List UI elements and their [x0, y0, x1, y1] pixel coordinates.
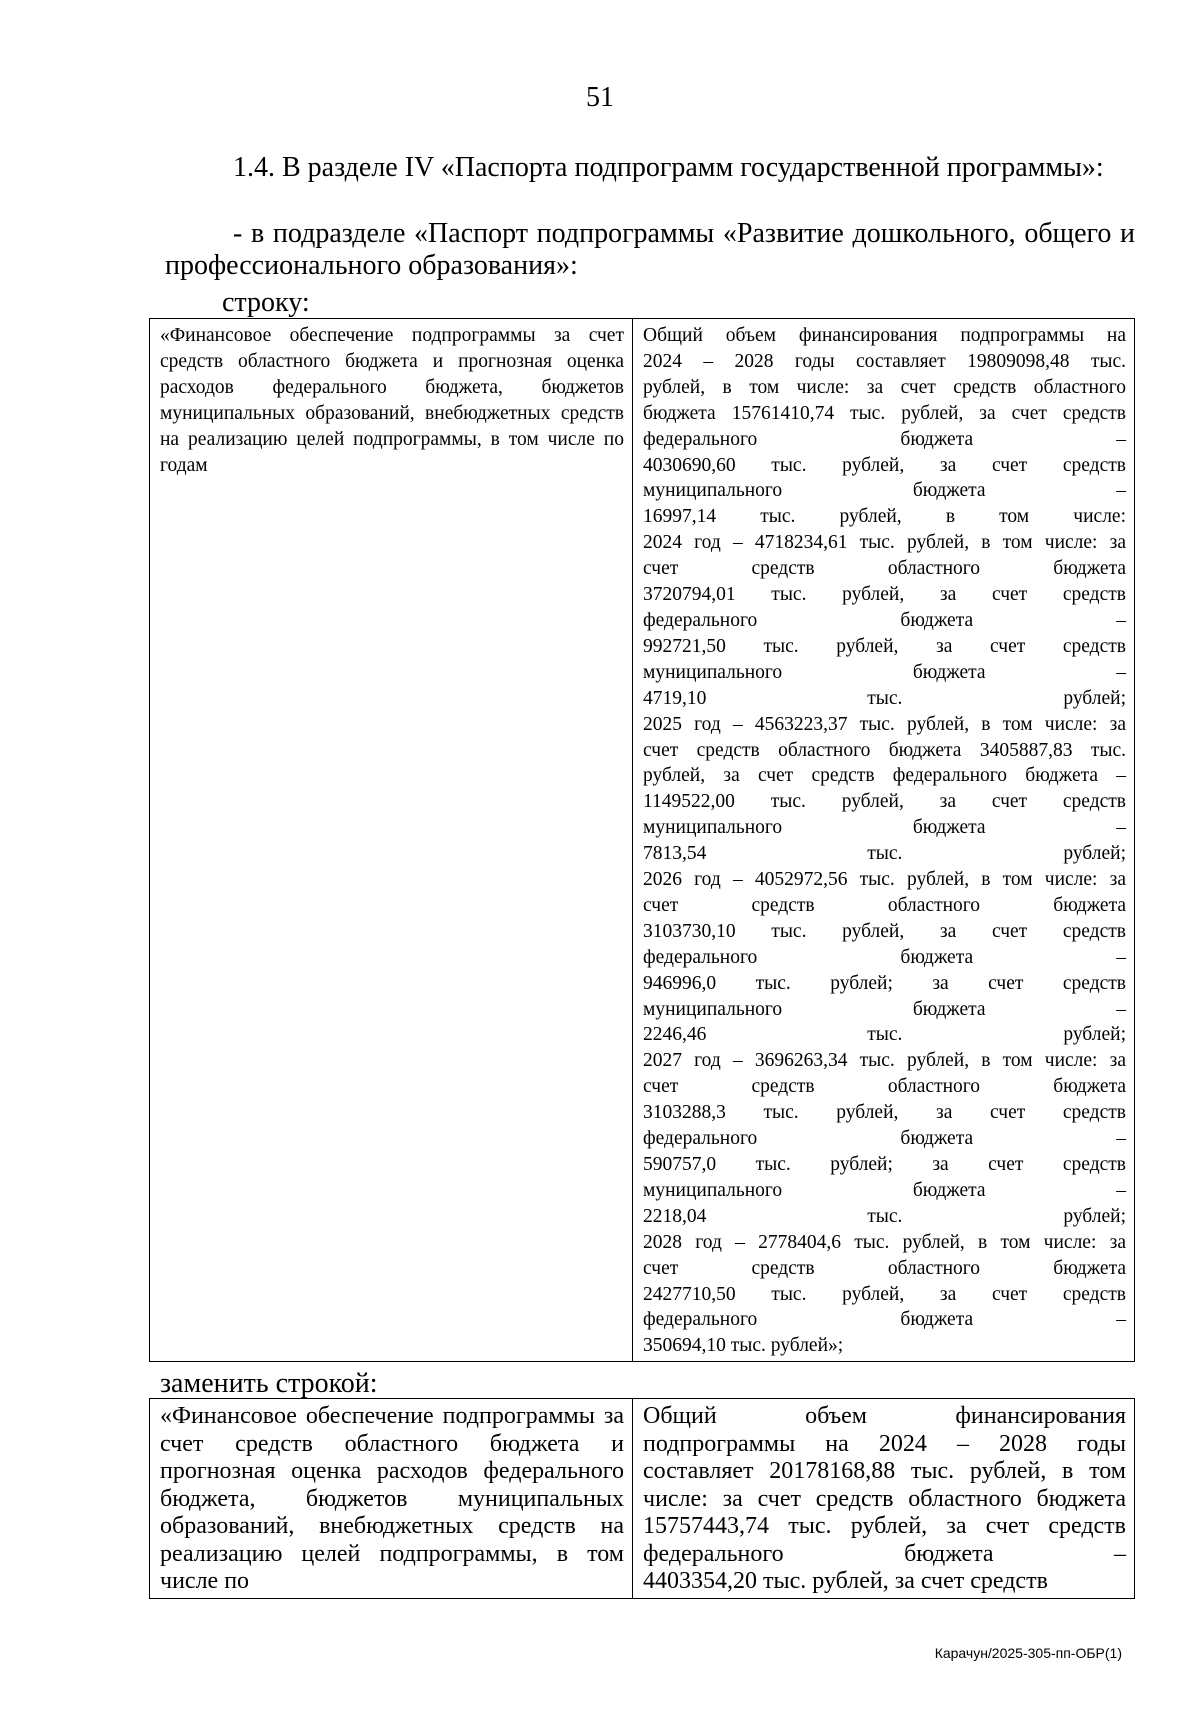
- value-line: подпрограммы на 2024 – 2028 годы: [643, 1430, 1126, 1457]
- value-line: федерального бюджета –: [643, 1540, 1126, 1567]
- value-line: 4403354,20 тыс. рублей, за счет средств: [643, 1568, 1048, 1594]
- document-footer-code: Карачун/2025-305-пп-ОБР(1): [934, 1645, 1122, 1661]
- label-row: строку:: [222, 287, 310, 318]
- value-line: муниципального бюджета –: [643, 1179, 1126, 1201]
- value-line: федерального бюджета –: [643, 1309, 1126, 1331]
- value-line: 2024 год – 4718234,61 тыс. рублей, в том числе: за: [643, 532, 1126, 554]
- value-line: 2027 год – 3696263,34 тыс. рублей, в том числе: за: [643, 1050, 1126, 1072]
- value-line: муниципального бюджета –: [643, 817, 1126, 839]
- value-line: 2026 год – 4052972,56 тыс. рублей, в том числе: за: [643, 869, 1126, 891]
- value-line: федерального бюджета –: [643, 1128, 1126, 1150]
- value-line: 2218,04 тыс. рублей;: [643, 1205, 1126, 1227]
- value-line: Общий объем финансирования: [643, 1403, 1126, 1429]
- value-line: 2025 год – 4563223,37 тыс. рублей, в том числе: за: [643, 713, 1126, 735]
- table-new-row: [149, 1398, 1135, 1599]
- value-line: муниципального бюджета –: [643, 998, 1126, 1020]
- value-line: федерального бюджета –: [643, 946, 1126, 968]
- new-row-value: [633, 1399, 1135, 1599]
- value-line: муниципального бюджета –: [643, 661, 1126, 683]
- value-line: счет средств областного бюджета: [643, 1257, 1126, 1279]
- value-line: бюджета 15761410,74 тыс. рублей, за счет средств: [643, 402, 1126, 424]
- paragraph-section-iv: 1.4. В разделе IV «Паспорта подпрограмм государственной программы»:: [233, 152, 1104, 183]
- value-line: рублей, в том числе: за счет средств областного: [643, 376, 1126, 398]
- value-line: 3720794,01 тыс. рублей, за счет средств: [643, 584, 1126, 606]
- table-old-row: [149, 318, 1135, 1362]
- value-line: 16997,14 тыс. рублей, в том числе:: [643, 506, 1126, 528]
- value-line: 946996,0 тыс. рублей; за счет средств: [643, 972, 1126, 994]
- value-line: 3103730,10 тыс. рублей, за счет средств: [643, 920, 1126, 942]
- value-line: федерального бюджета –: [643, 609, 1126, 631]
- value-line: 2028 год – 2778404,6 тыс. рублей, в том числе: за: [643, 1231, 1126, 1253]
- value-line: 15757443,74 тыс. рублей, за счет средств: [643, 1513, 1126, 1539]
- value-line: 350694,10 тыс. рублей»;: [643, 1335, 844, 1357]
- value-line: 4719,10 тыс. рублей;: [643, 687, 1126, 709]
- value-line: 3103288,3 тыс. рублей, за счет средств: [643, 1102, 1126, 1124]
- value-line: 4030690,60 тыс. рублей, за счет средств: [643, 454, 1126, 476]
- value-line: 590757,0 тыс. рублей; за счет средств: [643, 1154, 1126, 1175]
- value-line: 2427710,50 тыс. рублей, за счет средств: [643, 1283, 1126, 1305]
- value-line: числе: за счет средств областного бюджета: [643, 1485, 1126, 1512]
- value-line: муниципального бюджета –: [643, 480, 1126, 502]
- value-line: 2246,46 тыс. рублей;: [643, 1024, 1126, 1046]
- value-line: счет средств областного бюджета: [643, 558, 1126, 580]
- value-line: 1149522,00 тыс. рублей, за счет средств: [643, 791, 1126, 813]
- value-line: составляет 20178168,88 тыс. рублей, в том: [643, 1458, 1126, 1484]
- value-line: 2024 – 2028 годы составляет 19809098,48 тыс.: [643, 350, 1126, 372]
- paragraph-subsection: - в подразделе «Паспорт подпрограммы «Развитие дошкольного, общего и профессионального образования»:: [165, 218, 1135, 281]
- value-line: рублей, за счет средств федерального бюджета –: [643, 765, 1126, 787]
- value-line: счет средств областного бюджета 3405887,83 тыс.: [643, 739, 1126, 761]
- value-line: Общий объем финансирования подпрограммы на: [643, 325, 1126, 346]
- value-line: счет средств областного бюджета: [643, 894, 1126, 916]
- page-number: 51: [586, 82, 614, 113]
- value-line: федерального бюджета –: [643, 428, 1126, 450]
- value-line: 992721,50 тыс. рублей, за счет средств: [643, 635, 1126, 657]
- value-line: счет средств областного бюджета: [643, 1076, 1126, 1098]
- old-row-label: «Финансовое обеспечение подпрограммы за счет средств областного бюджета и прогнозная оценка расходов федерального бюджета, бюджетов муниципальных образований, внебюджетных средств на реализацию целей подпрограммы, в том числе по годам: [150, 319, 633, 1362]
- new-row-label: «Финансовое обеспечение подпрограммы за счет средств областного бюджета и прогнозная оценка расходов федерального бюджета, бюджетов муниципальных образований, внебюджетных средств на реализацию целей подпрограммы, в том числе по: [150, 1399, 633, 1599]
- value-line: 7813,54 тыс. рублей;: [643, 843, 1126, 865]
- label-replace-row: заменить строкой:: [160, 1368, 378, 1399]
- old-row-value: [633, 319, 1135, 1362]
